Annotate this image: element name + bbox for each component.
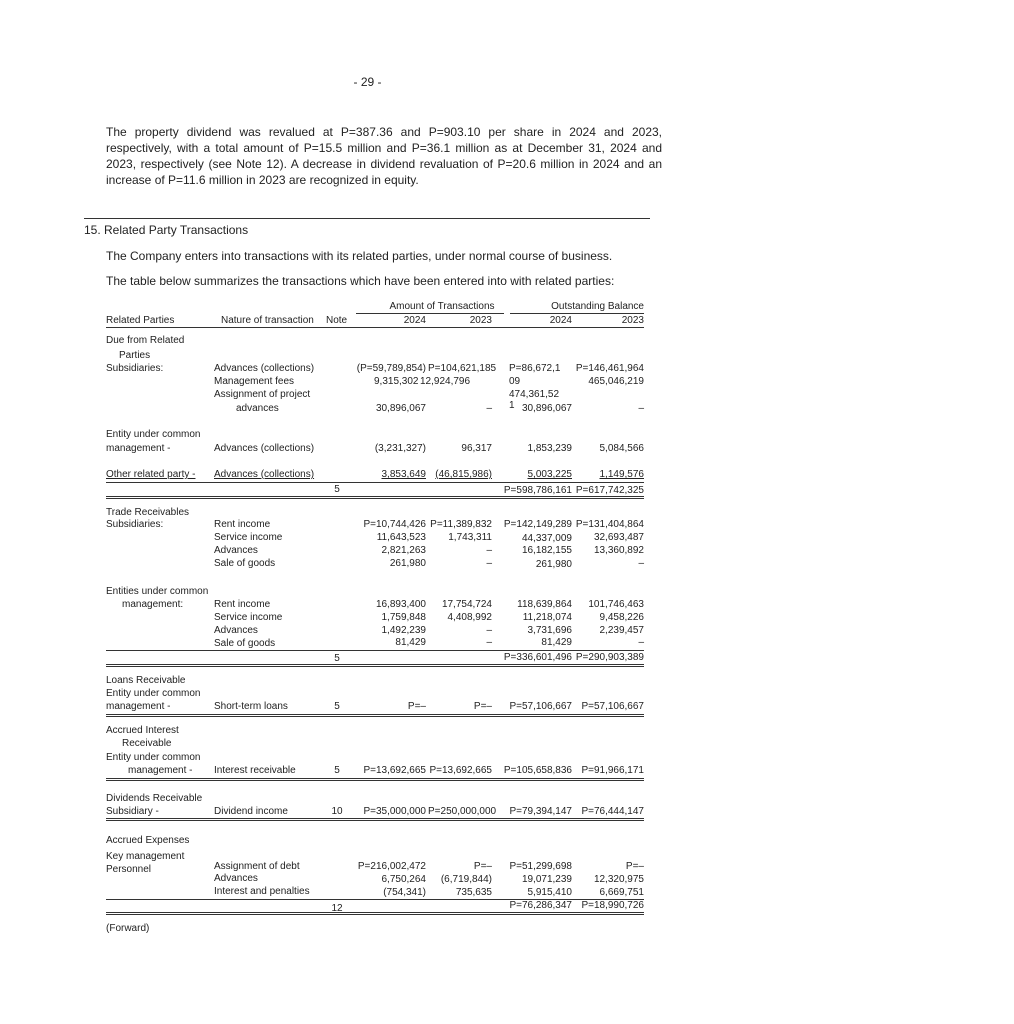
section-paragraph-2: The table below summarizes the transactions which have been entered into with related parties: (106, 274, 615, 288)
total-cell: P=76,286,347 (509, 900, 572, 911)
party-label: Entity under common (106, 429, 201, 440)
nature-label: Advances (collections) (214, 443, 315, 454)
value-cell: P=250,000,000 (428, 806, 497, 817)
value-cell: 81,429 (541, 637, 572, 648)
value-cell: P=86,672,1 (509, 363, 561, 374)
header-outstanding-balance: Outstanding Balance (551, 301, 644, 312)
nature-label: Rent income (214, 519, 271, 530)
group-title: Parties (119, 350, 151, 361)
nature-label: Service income (214, 612, 283, 623)
header-nature: Nature of transaction (221, 315, 314, 326)
value-cell: 118,639,864 (517, 599, 572, 610)
total-rule (106, 912, 644, 915)
section-paragraph-1: The Company enters into transactions with its related parties, under normal course of business. (106, 249, 613, 263)
value-cell: P=76,444,147 (581, 806, 644, 817)
value-cell: P=57,106,667 (509, 701, 572, 712)
page-number: - 29 - (353, 75, 382, 89)
nature-label: Advances (collections) (214, 469, 315, 480)
value-cell: P=146,461,964 (575, 363, 644, 374)
nature-label: Rent income (214, 599, 271, 610)
header-amount-2023: 2023 (469, 315, 492, 326)
party-label: Subsidiaries: (106, 363, 164, 374)
value-cell: P=– (473, 701, 492, 712)
value-cell: 1,492,239 (381, 625, 426, 636)
group-title: Accrued Interest (106, 725, 179, 736)
value-cell: (46,815,986) (435, 469, 492, 480)
value-cell: 96,317 (461, 443, 492, 454)
value-cell: 261,980 (535, 559, 572, 570)
total-rule (106, 664, 644, 667)
section-title: 15. Related Party Transactions (84, 223, 249, 237)
total-rule (106, 714, 644, 717)
value-cell: 09 (509, 376, 521, 387)
total-rule (106, 778, 644, 781)
total-cell: P=617,742,325 (575, 485, 644, 496)
note-ref: 12 (331, 903, 343, 914)
value-cell: – (638, 403, 644, 414)
value-cell: P=– (473, 861, 492, 872)
value-cell: 4,408,992 (447, 612, 492, 623)
nature-label: Assignment of project (214, 389, 311, 400)
value-cell: 11,218,074 (522, 612, 572, 623)
nature-label: Dividend income (214, 806, 288, 817)
party-label: Key management (106, 851, 185, 862)
value-cell: 735,635 (455, 887, 492, 898)
header-rule-amount (356, 313, 504, 314)
value-cell: P=91,966,171 (581, 765, 644, 776)
note-ref: 5 (334, 765, 340, 776)
value-cell: P=– (407, 701, 426, 712)
value-cell: 1,759,848 (381, 612, 426, 623)
value-cell: 1 (509, 400, 515, 411)
value-cell: 12,320,975 (593, 874, 644, 885)
value-cell: P=131,404,864 (575, 519, 644, 530)
value-cell: 6,750,264 (381, 874, 426, 885)
value-cell: P=13,692,665 (429, 765, 492, 776)
header-note: Note (326, 315, 348, 326)
value-cell: 9,458,226 (599, 612, 644, 623)
value-cell: – (486, 625, 492, 636)
group-title: Dividends Receivable (106, 793, 203, 804)
group-title: Trade Receivables (106, 507, 190, 518)
value-cell: P=79,394,147 (509, 806, 572, 817)
total-cell: P=18,990,726 (581, 900, 644, 911)
nature-label: Advances (collections) (214, 363, 315, 374)
party-label: Entities under common (106, 586, 209, 597)
nature-label: Short-term loans (214, 701, 288, 712)
value-cell: 3,731,696 (527, 625, 572, 636)
nature-label: Advances (214, 873, 258, 884)
header-outstanding-2023: 2023 (621, 315, 644, 326)
note-ref: 5 (334, 653, 340, 664)
value-cell: P=– (625, 861, 644, 872)
header-amount-2024: 2024 (403, 315, 426, 326)
total-cell: P=598,786,161 (503, 485, 572, 496)
note-ref: 5 (334, 701, 340, 712)
value-cell: 5,084,566 (599, 443, 644, 454)
value-cell: P=51,299,698 (509, 861, 572, 872)
total-cell: P=290,903,389 (575, 652, 644, 663)
note-ref: 10 (331, 806, 343, 817)
nature-label: Sale of goods (214, 558, 276, 569)
party-label: Entity under common (106, 688, 201, 699)
value-cell: 1,149,576 (599, 469, 644, 480)
nature-label: advances (236, 403, 279, 414)
forward-note: (Forward) (106, 923, 150, 934)
value-cell: 1,853,239 (527, 443, 572, 454)
value-cell: 44,337,009 (521, 533, 572, 544)
value-cell: P=216,002,472 (357, 861, 426, 872)
nature-label: Advances (214, 625, 258, 636)
value-cell: 474,361,52 (509, 389, 560, 400)
group-title: Accrued Expenses (106, 835, 190, 846)
value-cell: (754,341) (383, 887, 426, 898)
value-cell: 2,821,263 (381, 545, 426, 556)
total-cell: P=336,601,496 (503, 652, 572, 663)
value-cell: P=105,658,836 (503, 765, 572, 776)
value-cell: P=10,744,426 (363, 519, 426, 530)
nature-label: Service income (214, 532, 283, 543)
total-rule (106, 818, 644, 821)
party-label: Subsidiary - (106, 806, 159, 817)
value-cell: 81,429 (395, 637, 426, 648)
value-cell: 3,853,649 (381, 469, 426, 480)
value-cell: 12,924,796 (420, 376, 471, 387)
party-label: Entity under common (106, 752, 201, 763)
value-cell: 6,669,751 (599, 887, 644, 898)
value-cell: 16,893,400 (375, 599, 426, 610)
group-title: Due from Related (106, 335, 185, 346)
value-cell: 261,980 (389, 558, 426, 569)
header-outstanding-2024: 2024 (549, 315, 572, 326)
value-cell: P=35,000,000 (363, 806, 426, 817)
party-label: Personnel (106, 864, 152, 875)
header-rule-outstanding (510, 313, 644, 314)
note-ref: 5 (334, 484, 340, 495)
value-cell: 19,071,239 (521, 874, 572, 885)
value-cell: – (638, 558, 644, 569)
nature-label: Interest and penalties (214, 886, 310, 897)
party-label: management: (122, 599, 184, 610)
nature-label: Management fees (214, 376, 295, 387)
row-rule (106, 650, 644, 651)
group-title: Receivable (122, 738, 172, 749)
nature-label: Advances (214, 545, 258, 556)
nature-label: Assignment of debt (214, 861, 300, 872)
value-cell: (P=59,789,854) (356, 363, 426, 374)
value-cell: – (486, 558, 492, 569)
header-rule (106, 327, 644, 328)
header-related-parties: Related Parties (106, 315, 175, 326)
value-cell: 11,643,523 (376, 532, 426, 543)
value-cell: 465,046,219 (588, 376, 644, 387)
value-cell: 5,915,410 (527, 887, 572, 898)
party-label: management - (128, 765, 193, 776)
value-cell: P=104,621,185 (428, 363, 497, 374)
value-cell: P=142,149,289 (503, 519, 572, 530)
total-rule (106, 496, 644, 499)
value-cell: – (486, 545, 492, 556)
header-amount-of-transactions: Amount of Transactions (389, 301, 495, 312)
value-cell: – (638, 637, 644, 648)
party-label: management - (106, 701, 171, 712)
value-cell: – (486, 637, 492, 648)
value-cell: 16,182,155 (521, 545, 572, 556)
value-cell: 13,360,892 (593, 545, 644, 556)
party-label: management - (106, 443, 171, 454)
value-cell: 9,315,302 (374, 376, 419, 387)
value-cell: P=13,692,665 (363, 765, 426, 776)
value-cell: P=11,389,832 (430, 519, 492, 530)
value-cell: (3,231,327) (374, 443, 426, 454)
value-cell: 32,693,487 (593, 532, 644, 543)
party-label: Subsidiaries: (106, 519, 164, 530)
nature-label: Interest receivable (214, 765, 296, 776)
value-cell: (6,719,844) (440, 874, 492, 885)
party-label: Other related party - (106, 469, 196, 480)
value-cell: P=57,106,667 (581, 701, 644, 712)
group-title: Loans Receivable (106, 675, 186, 686)
value-cell: 1,743,311 (448, 532, 492, 543)
intro-paragraph: The property dividend was revalued at P=387.36 and P=903.10 per share in 2024 and 2023, respectively, with a total amount of P=15.5 million and P=36.1 million as at December 31, 2024 and 2023, respectively (see Note 12). A decrease in dividend revaluation of P=20.6 million in 2024 and an increase of P=11.6 million in 2023 are recognized in equity. (106, 125, 662, 187)
value-cell: 30,896,067 (521, 403, 572, 414)
value-cell: – (486, 403, 492, 414)
row-rule (106, 482, 644, 483)
value-cell: 30,896,067 (375, 403, 426, 414)
value-cell: 101,746,463 (588, 599, 644, 610)
nature-label: Sale of goods (214, 638, 276, 649)
value-cell: 17,754,724 (441, 599, 492, 610)
value-cell: 2,239,457 (599, 625, 644, 636)
value-cell: 5,003,225 (527, 469, 572, 480)
